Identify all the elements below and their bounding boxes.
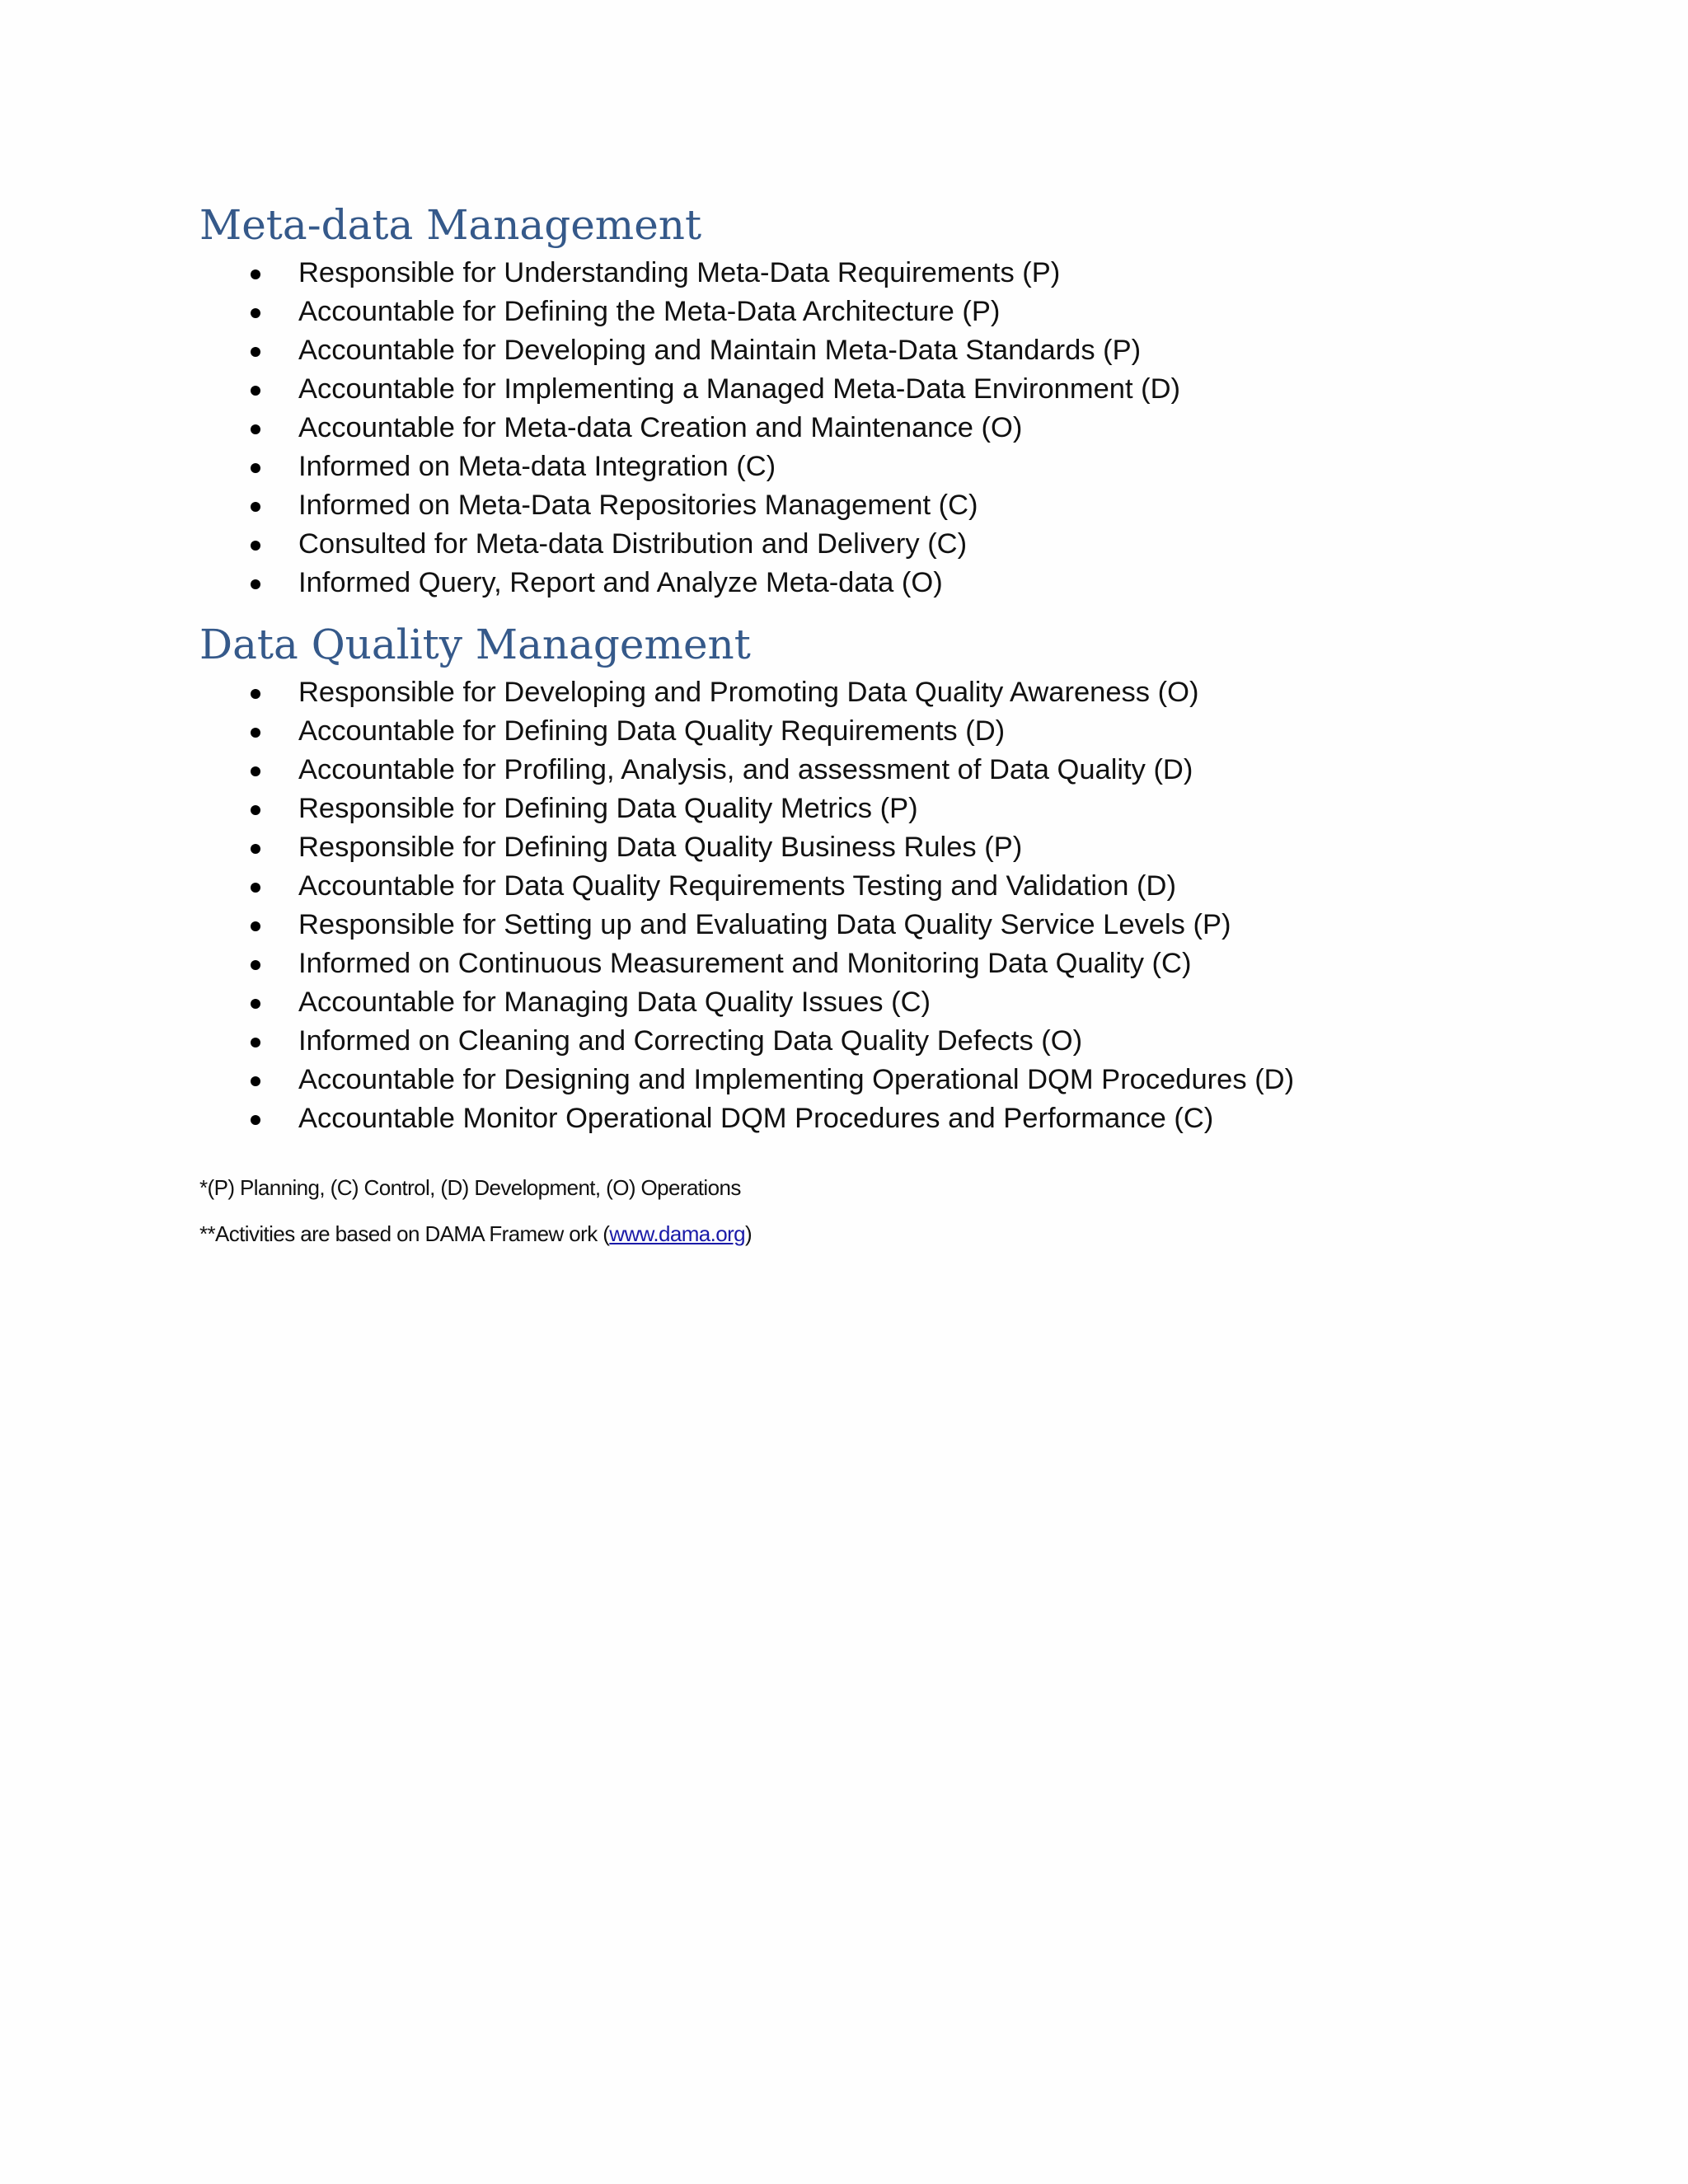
list-item-text: Accountable for Implementing a Managed Meta-Data Environment (D) — [298, 373, 1181, 405]
bullet-icon — [251, 1076, 260, 1086]
list-item — [199, 525, 1601, 564]
list-item-text: Accountable for Developing and Maintain Meta-Data Standards (P) — [298, 335, 1142, 366]
dama-link[interactable]: www.dama.org — [609, 1221, 746, 1246]
list-item-text: Accountable for Profiling, Analysis, and assessment of Data Quality (D) — [298, 754, 1193, 785]
bullet-icon — [251, 728, 260, 738]
bullet-icon — [251, 805, 260, 815]
list-item-text: Responsible for Defining Data Quality Business Rules (P) — [298, 832, 1023, 863]
list-item — [199, 409, 1601, 448]
list-item-text: Informed on Continuous Measurement and Monitoring Data Quality (C) — [298, 948, 1192, 979]
list-item — [199, 331, 1601, 370]
list-item — [199, 944, 1601, 983]
list-item-text: Accountable for Data Quality Requirements Testing and Validation (D) — [298, 870, 1176, 902]
section-heading-metadata-management: Meta-data Management — [199, 201, 702, 249]
bullet-icon — [251, 999, 260, 1009]
list-item — [199, 564, 1601, 602]
bullet-icon — [251, 579, 260, 589]
list-item — [199, 448, 1601, 486]
list-item — [199, 1022, 1601, 1061]
list-item-text: Informed on Meta-data Integration (C) — [298, 451, 776, 482]
list-item-text: Responsible for Understanding Meta-Data Requirements (P) — [298, 257, 1061, 288]
list-item — [199, 370, 1601, 409]
list-item-text: Accountable Monitor Operational DQM Procedures and Performance (C) — [298, 1103, 1214, 1134]
bullet-icon — [251, 1115, 260, 1125]
page-content — [199, 196, 1601, 1263]
list-item-text: Informed Query, Report and Analyze Meta-data (O) — [298, 567, 943, 598]
list-item-text: Consulted for Meta-data Distribution and Delivery (C) — [298, 528, 968, 560]
list-item — [199, 751, 1601, 790]
list-item-text: Accountable for Designing and Implementing Operational DQM Procedures (D) — [298, 1064, 1295, 1095]
section-heading-data-quality-management: Data Quality Management — [199, 621, 751, 668]
list-item-text: Accountable for Defining Data Quality Requirements (D) — [298, 715, 1006, 747]
list-item — [199, 828, 1601, 867]
bullet-icon — [251, 463, 260, 473]
bullet-icon — [251, 386, 260, 396]
legend-note: *(P) Planning, (C) Control, (D) Development, (O) Operations — [199, 1175, 741, 1200]
bullet-icon — [251, 1038, 260, 1047]
source-note-suffix: ) — [745, 1221, 753, 1246]
list-item-text: Accountable for Defining the Meta-Data Architecture (P) — [298, 296, 1001, 327]
source-note — [199, 1217, 1601, 1263]
list-item-text: Responsible for Defining Data Quality Metrics (P) — [298, 793, 918, 824]
bullet-icon — [251, 347, 260, 357]
source-note-prefix: **Activities are based on DAMA Framew ork ( — [199, 1221, 610, 1246]
bullet-icon — [251, 766, 260, 776]
list-item-text: Informed on Cleaning and Correcting Data Quality Defects (O) — [298, 1025, 1083, 1057]
bullet-icon — [251, 541, 260, 551]
list-item — [199, 1061, 1601, 1099]
bullet-icon — [251, 424, 260, 434]
list-item — [199, 867, 1601, 906]
list-item-text: Accountable for Meta-data Creation and Maintenance (O) — [298, 412, 1023, 443]
bullet-icon — [251, 960, 260, 970]
bullet-icon — [251, 502, 260, 512]
list-item-text: Responsible for Developing and Promoting Data Quality Awareness (O) — [298, 677, 1199, 708]
list-item-text: Accountable for Managing Data Quality Issues (C) — [298, 987, 931, 1018]
bullet-icon — [251, 308, 260, 318]
list-item — [199, 712, 1601, 751]
bullet-icon — [251, 844, 260, 854]
list-item — [199, 254, 1601, 293]
bullet-icon — [251, 883, 260, 893]
list-item — [199, 906, 1601, 944]
metadata-management-list — [199, 254, 1601, 602]
data-quality-management-list — [199, 673, 1601, 1138]
bullet-icon — [251, 269, 260, 279]
list-item — [199, 673, 1601, 712]
list-item — [199, 293, 1601, 331]
list-item — [199, 983, 1601, 1022]
list-item-text: Informed on Meta-Data Repositories Management (C) — [298, 490, 978, 521]
list-item — [199, 486, 1601, 525]
bullet-icon — [251, 689, 260, 699]
list-item — [199, 790, 1601, 828]
bullet-icon — [251, 921, 260, 931]
list-item — [199, 1099, 1601, 1138]
list-item-text: Responsible for Setting up and Evaluating Data Quality Service Levels (P) — [298, 909, 1231, 940]
footnotes — [199, 1171, 1601, 1263]
